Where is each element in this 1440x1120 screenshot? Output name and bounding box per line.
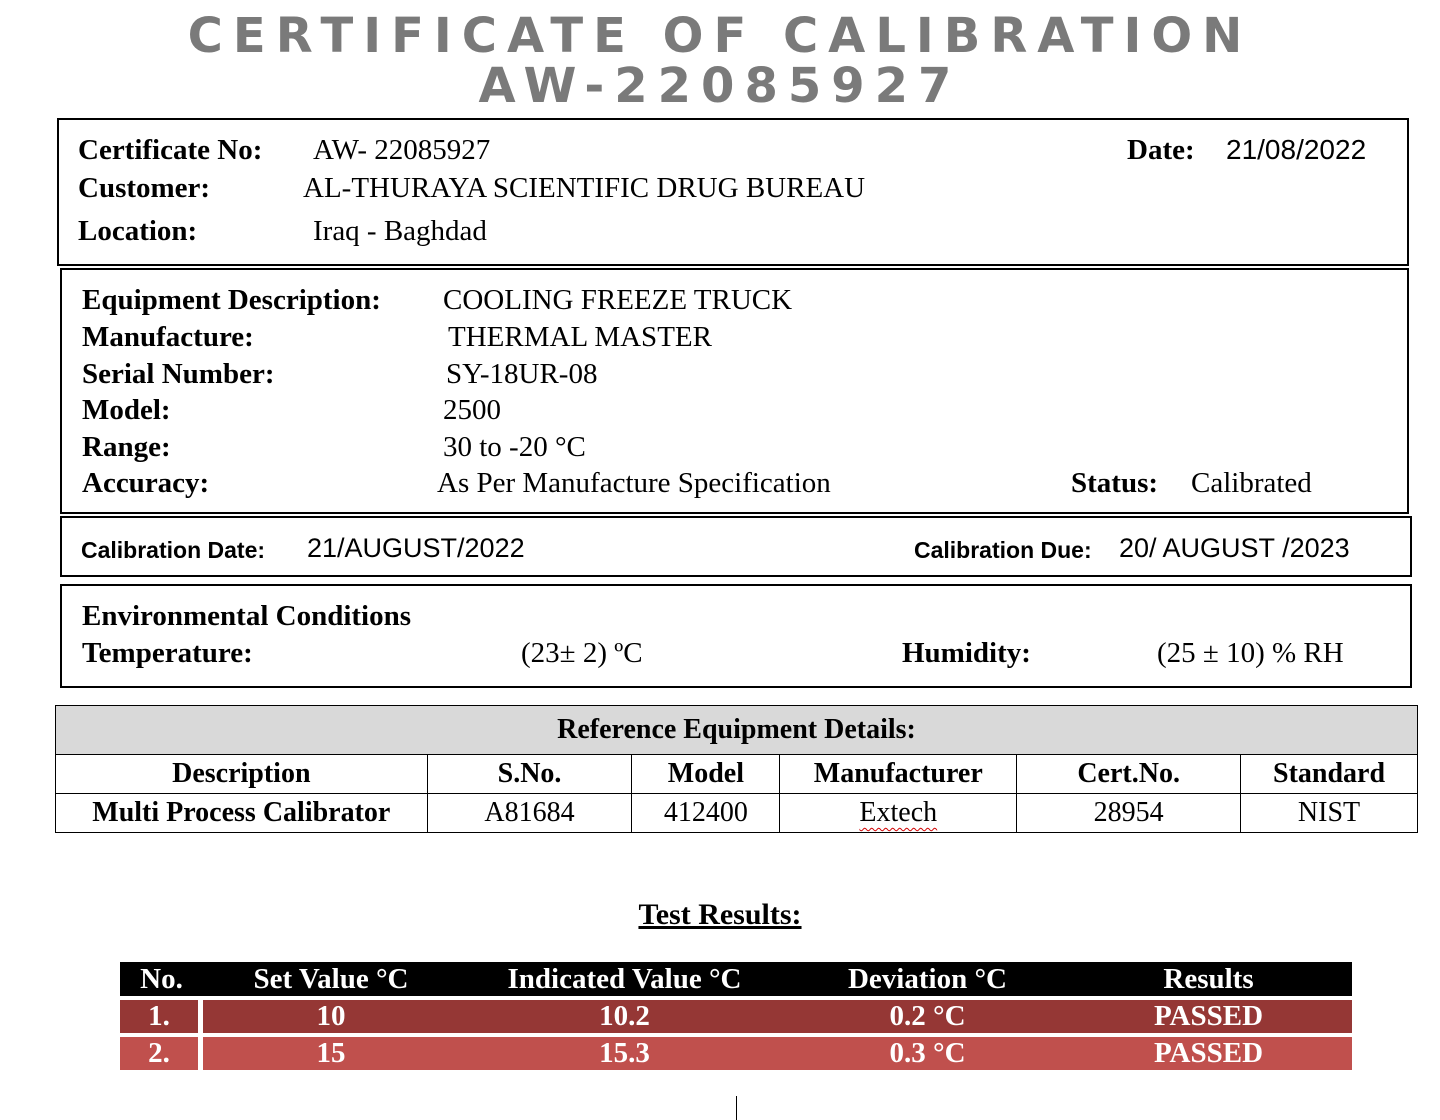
cell-no: 2. [120, 1037, 198, 1070]
cell-cert-number: 28954 [1017, 794, 1241, 833]
model-value: 2500 [443, 394, 501, 426]
accuracy-value: As Per Manufacture Specification [437, 467, 831, 499]
humidity-value: (25 ± 10) % RH [1157, 637, 1344, 669]
temperature-value: (23± 2) ºC [521, 637, 643, 669]
customer-value: AL-THURAYA SCIENTIFIC DRUG BUREAU [303, 172, 866, 204]
column-description: Description [56, 755, 428, 794]
equipment-description-label: Equipment Description: [82, 284, 381, 316]
test-results-table [120, 962, 1352, 1070]
cell-no: 1. [120, 1000, 198, 1033]
column-serial-number: S.No. [427, 755, 632, 794]
calibration-due-value: 20/ AUGUST /2023 [1119, 533, 1350, 563]
humidity-label: Humidity: [902, 637, 1031, 669]
table-row [56, 794, 1418, 833]
cell-manufacturer [780, 794, 1017, 833]
column-manufacturer: Manufacturer [780, 755, 1017, 794]
environment-heading: Environmental Conditions [82, 600, 412, 632]
certificate-title: CERTIFICATE OF CALIBRATION [187, 8, 1253, 64]
results-header-row [120, 962, 1352, 996]
table-row [120, 1000, 1352, 1033]
cell-standard: NIST [1241, 794, 1418, 833]
cell-deviation: 0.3 °C [790, 1037, 1065, 1070]
reference-header-row [56, 706, 1418, 755]
cell-result: PASSED [1065, 1000, 1352, 1033]
reference-equipment-table [55, 705, 1418, 833]
column-indicated-value: Indicated Value °C [459, 962, 790, 996]
reference-columns-row [56, 755, 1418, 794]
accuracy-label: Accuracy: [82, 467, 210, 499]
model-label: Model: [82, 394, 171, 426]
status-value: Calibrated [1191, 467, 1312, 499]
calibration-date-label: Calibration Date: [81, 537, 266, 563]
reference-heading: Reference Equipment Details: [56, 706, 1418, 755]
column-standard: Standard [1241, 755, 1418, 794]
column-no: No. [120, 962, 203, 996]
cell-description: Multi Process Calibrator [56, 794, 428, 833]
cell-indicated-value: 10.2 [459, 1000, 790, 1033]
cell-indicated-value: 15.3 [459, 1037, 790, 1070]
cell-deviation: 0.2 °C [790, 1000, 1065, 1033]
certificate-value: AW- 22085927 [313, 134, 491, 166]
table-row [120, 1037, 1352, 1070]
text-cursor [736, 1096, 737, 1120]
status-label: Status: [1071, 467, 1159, 499]
cell-serial-number: A81684 [427, 794, 632, 833]
manufacturer-spellcheck-text: Extech [859, 797, 938, 828]
column-results: Results [1065, 962, 1352, 996]
cell-set-value: 10 [203, 1000, 459, 1033]
column-cert-number: Cert.No. [1017, 755, 1241, 794]
certificate-title-number: AW-22085927 [478, 58, 962, 114]
calibration-date-value: 21/AUGUST/2022 [307, 533, 525, 563]
column-deviation: Deviation °C [790, 962, 1065, 996]
test-results-heading: Test Results: [638, 898, 802, 931]
serial-number-value: SY-18UR-08 [446, 358, 598, 390]
location-label: Location: [78, 215, 198, 247]
temperature-label: Temperature: [82, 637, 253, 669]
range-label: Range: [82, 431, 171, 463]
date-label: Date: [1127, 134, 1195, 166]
certificate-label: Certificate No: [78, 134, 263, 166]
column-model: Model [632, 755, 780, 794]
equipment-description-value: COOLING FREEZE TRUCK [443, 284, 793, 316]
cell-model: 412400 [632, 794, 780, 833]
manufacture-value: THERMAL MASTER [448, 321, 712, 353]
serial-number-label: Serial Number: [82, 358, 275, 390]
calibration-due-label: Calibration Due: [914, 537, 1092, 563]
range-value: 30 to -20 °C [443, 431, 586, 463]
location-value: Iraq - Baghdad [313, 215, 487, 247]
date-value: 21/08/2022 [1226, 134, 1367, 165]
cell-set-value: 15 [203, 1037, 459, 1070]
customer-label: Customer: [78, 172, 211, 204]
column-set-value: Set Value °C [203, 962, 459, 996]
cell-result: PASSED [1065, 1037, 1352, 1070]
manufacture-label: Manufacture: [82, 321, 254, 353]
